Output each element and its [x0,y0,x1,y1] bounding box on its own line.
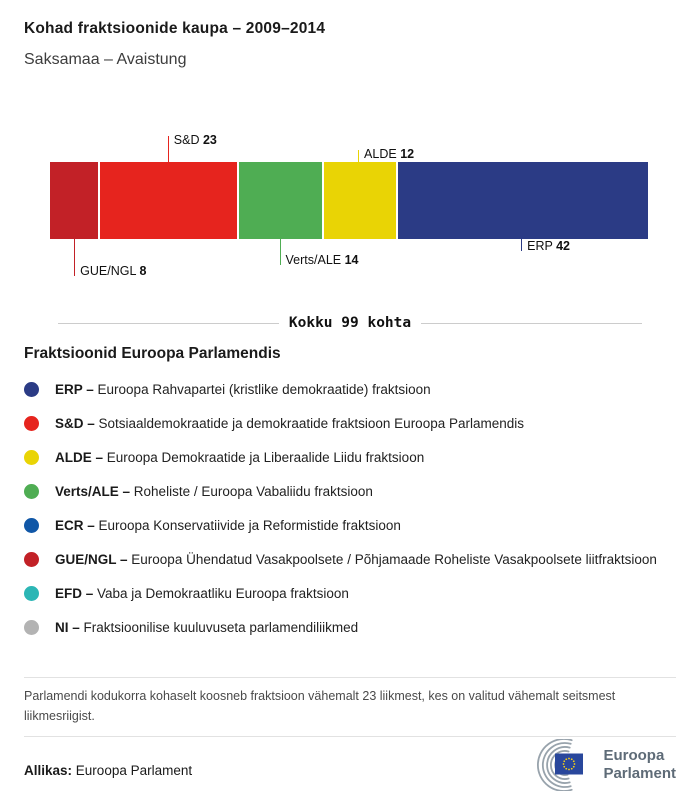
legend-item-text: Sotsiaaldemokraatide ja demokraatide fraktsioon Euroopa Parlamendis [98,416,525,431]
callout-alde [358,147,415,162]
callout-erp [521,239,570,253]
legend-item [24,415,676,433]
legend-color-dot-icon [24,552,39,567]
divider-rule-left [58,323,279,324]
legend-item-label [55,619,358,637]
legend-item [24,551,676,569]
footer [24,737,676,793]
legend-item-label [55,449,424,467]
legend-list [24,381,676,637]
legend-item-abbr: NI – [55,620,84,635]
legend-color-dot-icon [24,518,39,533]
logo-line2: Parlament [603,765,676,782]
legend-item-abbr: EFD – [55,586,98,601]
legend-item-abbr: S&D – [55,416,99,431]
callout-label-erp: ERP 42 [527,239,570,253]
legend-item [24,483,676,501]
legend-item-text: Euroopa Ühendatud Vasakpoolsete / Põhjamaade Roheliste Vasakpoolsete liitfraktsioon [131,552,657,567]
divider-rule-right [421,323,642,324]
legend-item [24,619,676,637]
logo-line1: Euroopa [603,746,665,764]
legend-item [24,585,676,603]
legend-color-dot-icon [24,586,39,601]
stacked-bar [50,162,648,239]
legend-item-text: Euroopa Rahvapartei (kristlike demokraatide) fraktsioon [97,382,431,397]
legend-color-dot-icon [24,620,39,635]
legend-color-dot-icon [24,450,39,465]
callout-guengl [74,239,147,278]
legend-item-abbr: ALDE – [55,450,107,465]
legend-item-label [55,517,401,535]
legend-item-abbr: GUE/NGL – [55,552,132,567]
legend-heading: Fraktsioonid Euroopa Parlamendis [24,345,281,362]
legend-item-text: Vaba ja Demokraatliku Euroopa fraktsioon [97,586,349,601]
source-line [24,763,192,778]
legend-item [24,517,676,535]
legend-item-abbr: Verts/ALE – [55,484,134,499]
legend-item-text: Euroopa Demokraatide ja Liberaalide Liidu fraktsioon [106,450,425,465]
legend-item-abbr: ERP – [55,382,98,397]
bar-segment-erp [398,162,648,239]
bar-segment-alde [324,162,396,239]
seat-distribution-chart [24,124,676,295]
bar-segment-vertsale [239,162,322,239]
legend-item [24,381,676,399]
legend-color-dot-icon [24,416,39,431]
eu-flag-icon [555,754,583,775]
legend-item-label [55,381,431,399]
legend-item-abbr: ECR – [55,518,99,533]
bar-segment-guengl [50,162,98,239]
source-text: Euroopa Parlament [75,762,193,778]
legend-color-dot-icon [24,484,39,499]
total-seats-divider [58,315,642,331]
callout-label-alde: ALDE 12 [364,147,415,161]
callout-label-guengl: GUE/NGL 8 [80,264,147,278]
legend-item-text: Fraktsioonilise kuuluvuseta parlamendiliikmed [83,620,359,635]
legend-item-text: Roheliste / Euroopa Vabaliidu fraktsioon [133,484,373,499]
logo-wordmark [603,747,676,784]
legend-item-label [55,551,657,569]
legend-item [24,449,676,467]
footnote-divider-top [24,677,676,678]
legend-item-label [55,483,373,501]
callout-vertsale [280,239,359,267]
footnote-text: Parlamendi kodukorra kohaselt koosneb fraktsioon vähemalt 23 liikmest, kes on valitud vähemalt seitsmest liikmesriigist. [24,689,616,723]
page-title: Kohad fraktsioonide kaupa – 2009–2014 [24,20,326,37]
legend-item-label [55,415,524,433]
legend-color-dot-icon [24,382,39,397]
bar-segment-sd [100,162,237,239]
callout-label-sd: S&D 23 [173,133,217,147]
callouts-below [50,239,648,295]
total-seats-label: Kokku 99 kohta [288,315,412,331]
callouts-above [50,124,648,162]
legend-item-text: Euroopa Konservatiivide ja Reformistide fraktsioon [98,518,401,533]
hemicycle-icon [513,739,593,791]
callout-label-vertsale: Verts/ALE 14 [285,253,359,267]
source-label: Allikas: [24,762,73,778]
page-subtitle: Saksamaa – Avaistung [24,51,187,68]
callout-sd [168,133,217,162]
legend-item-label [55,585,349,603]
european-parliament-logo [513,739,676,791]
